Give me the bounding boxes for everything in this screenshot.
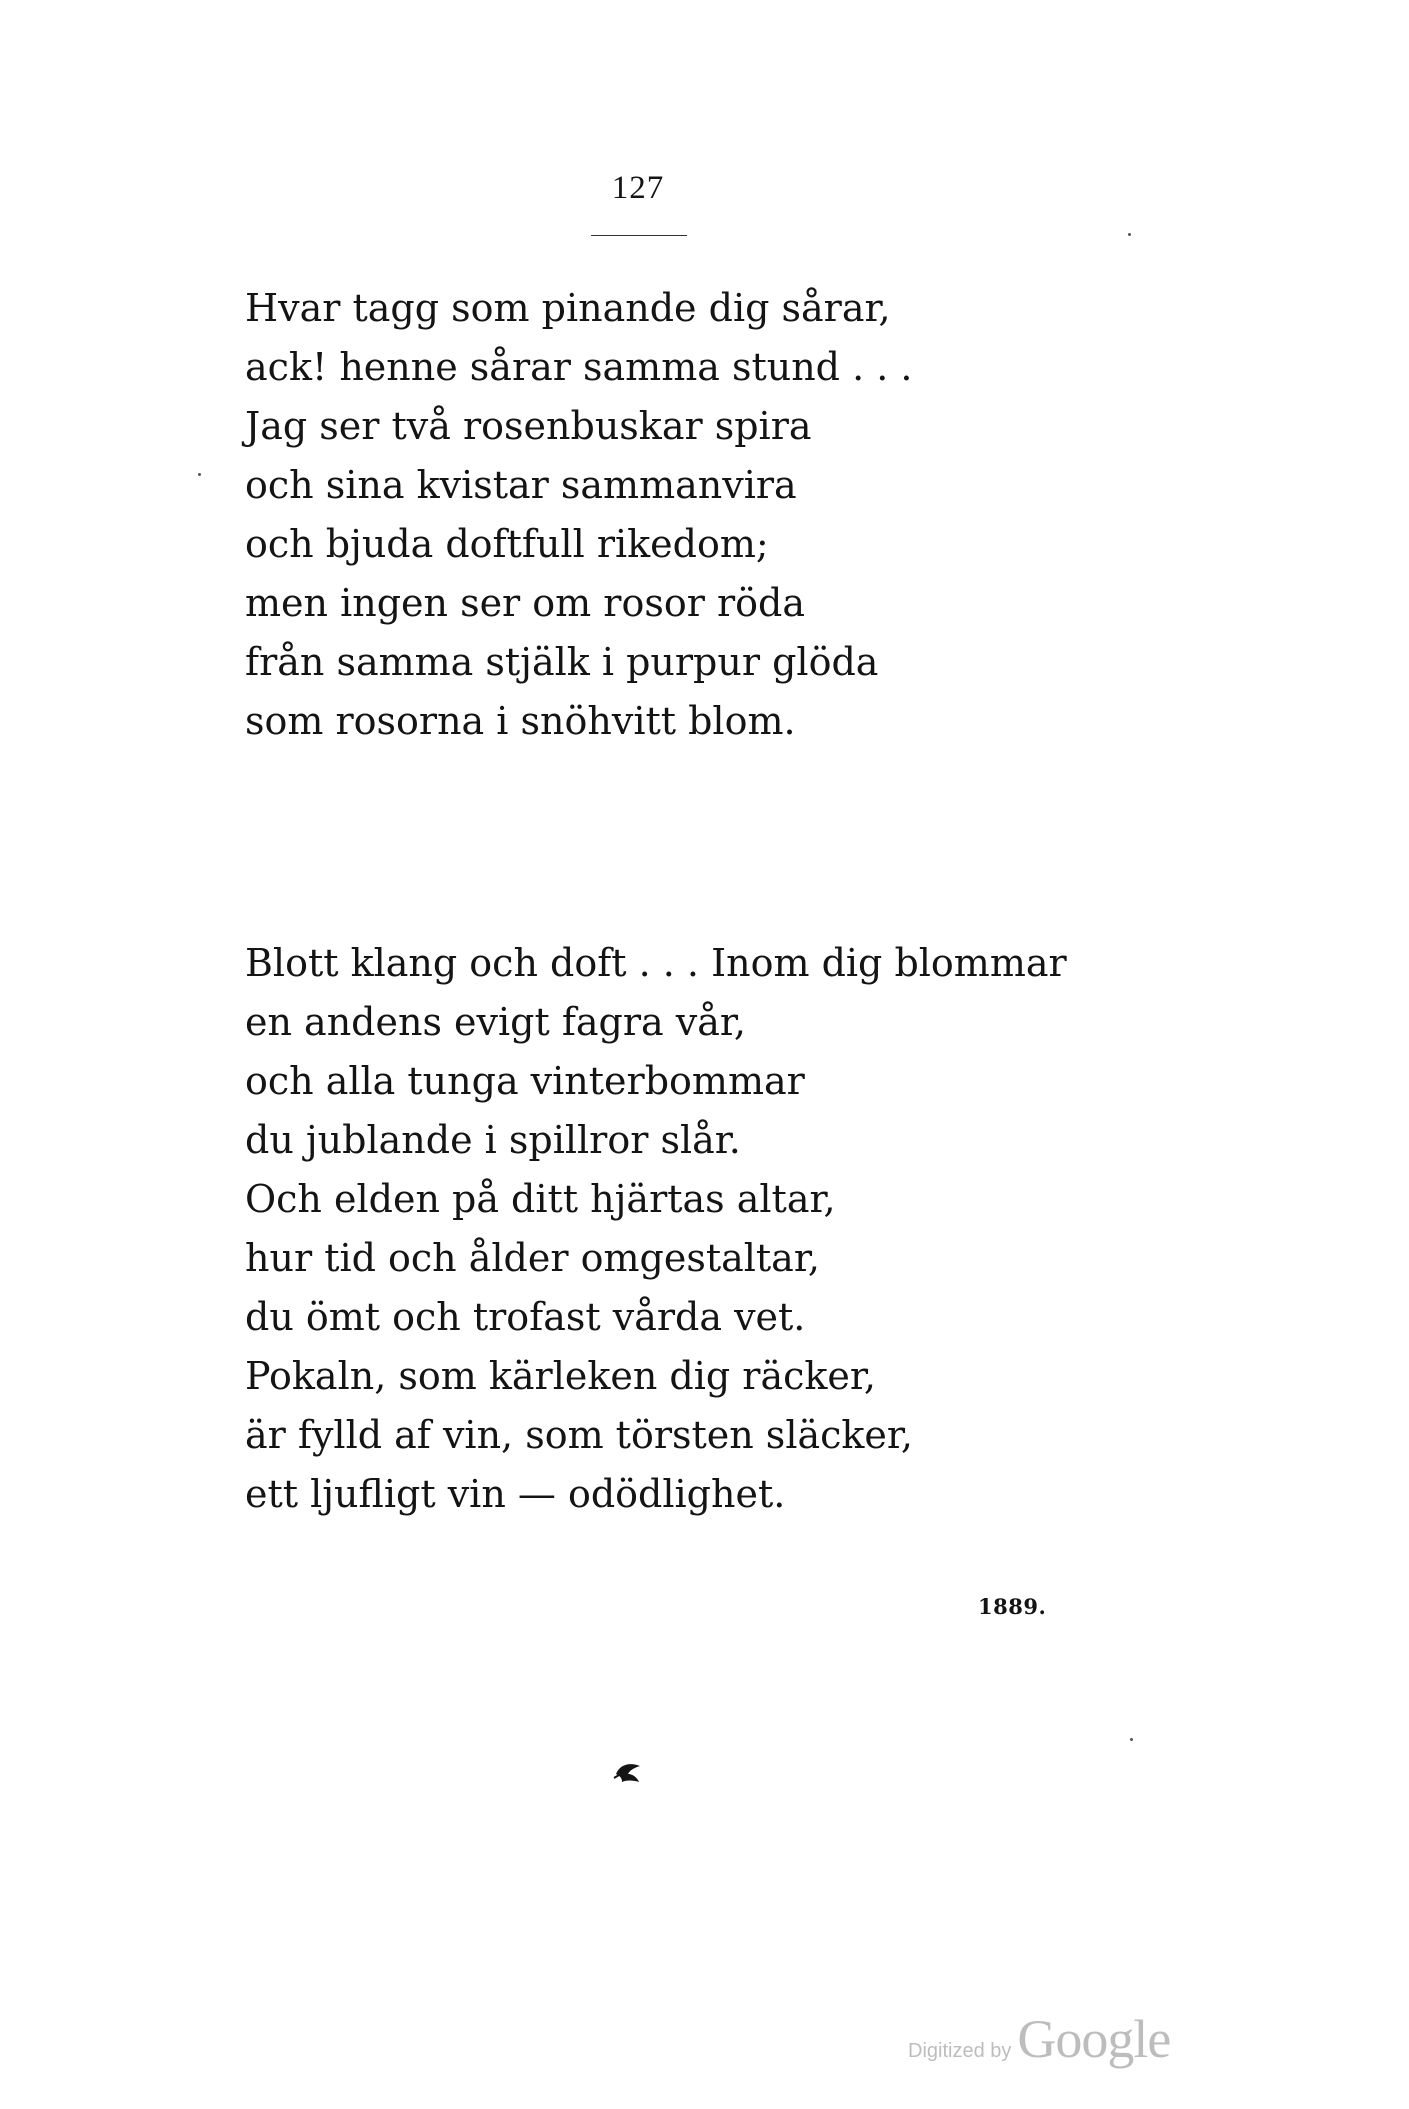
poem-line: är fylld af vin, som törsten släcker, xyxy=(245,1413,913,1457)
poem-line: du jublande i spillror slår. xyxy=(245,1118,741,1162)
scan-speck xyxy=(1128,233,1131,236)
poem-year: 1889. xyxy=(978,1594,1047,1619)
poem-line: men ingen ser om rosor röda xyxy=(245,581,805,625)
poem-stanza-2 xyxy=(245,934,1067,1524)
watermark-prefix: Digitized by xyxy=(908,2040,1012,2062)
page-number: 127 xyxy=(611,170,665,206)
poem-line: Och elden på ditt hjärtas altar, xyxy=(245,1177,836,1221)
poem-line: en andens evigt fagra vår, xyxy=(245,1000,746,1044)
scan-speck xyxy=(1130,1738,1133,1741)
poem-line: ack! henne sårar samma stund . . . xyxy=(245,345,913,389)
digitized-watermark xyxy=(908,2008,1170,2070)
poem-line: hur tid och ålder omgestaltar, xyxy=(245,1236,820,1280)
poem-line: och sina kvistar sammanvira xyxy=(245,463,797,507)
poem-stanza-1 xyxy=(245,279,913,751)
poem-line: Blott klang och doft . . . Inom dig blommar xyxy=(245,941,1067,985)
poem-line: Pokaln, som kärleken dig räcker, xyxy=(245,1354,876,1398)
poem-line: och bjuda doftfull rikedom; xyxy=(245,522,769,566)
page-number-rule xyxy=(591,235,687,236)
poem-line: och alla tunga vinterbommar xyxy=(245,1059,805,1103)
poem-line: Hvar tagg som pinande dig sårar, xyxy=(245,286,891,330)
poem-line: Jag ser två rosenbuskar spira xyxy=(245,404,812,448)
poem-line: som rosorna i snöhvitt blom. xyxy=(245,699,796,743)
poem-line: från samma stjälk i purpur glöda xyxy=(245,640,879,684)
watermark-brand: Google xyxy=(1017,2009,1171,2069)
scan-speck xyxy=(198,473,201,476)
poem-line: ett ljufligt vin — odödlighet. xyxy=(245,1472,786,1516)
fleuron-icon xyxy=(612,1760,644,1786)
poem-line: du ömt och trofast vårda vet. xyxy=(245,1295,806,1339)
